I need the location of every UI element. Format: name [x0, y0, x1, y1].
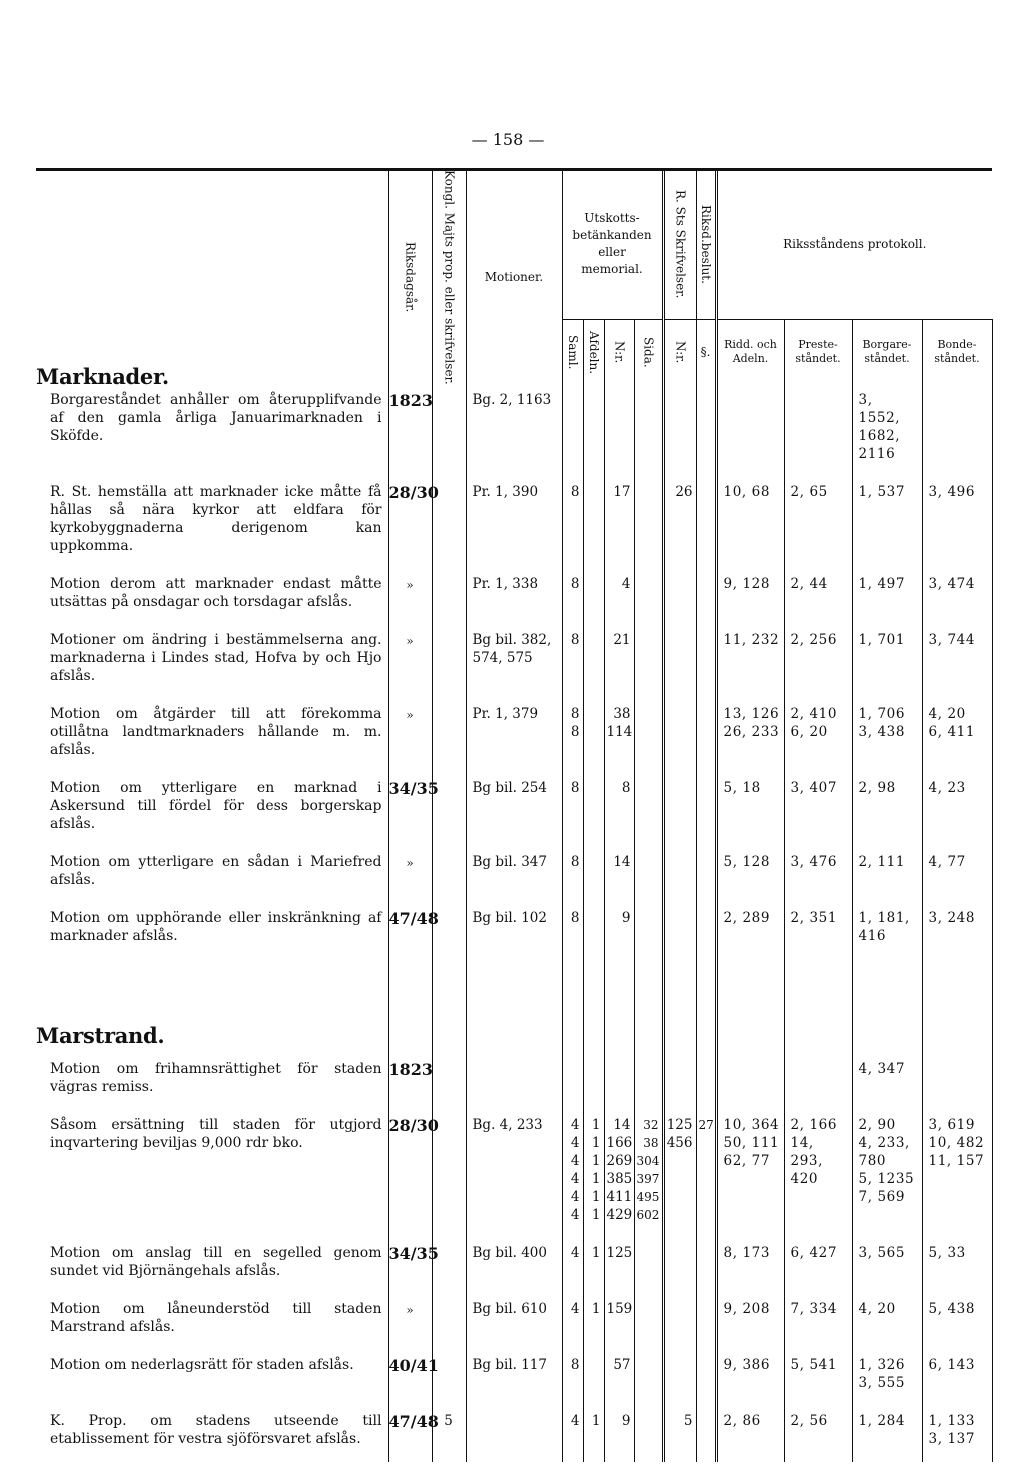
sida-cell: [634, 1350, 663, 1406]
entry-description: Motion om anslag till en segelled genom sundet vid Björnängehals afslås.: [50, 1244, 382, 1279]
blank-cell: [432, 1023, 466, 1054]
beslut-paragraf-cell: [696, 1294, 716, 1350]
header-protokoll-label: Riksståndens protokoll.: [783, 237, 927, 252]
header-bonde-label: Bonde-ståndet.: [934, 338, 980, 366]
nr-cell: 57: [604, 1350, 634, 1406]
borgare-standet-cell: 3, 565: [852, 1238, 922, 1294]
header-utskott: [562, 170, 663, 319]
nr-cell: 14: [604, 847, 634, 903]
rsts-nr-cell: [663, 847, 696, 903]
riksdagsar-cell: 28/30: [388, 477, 432, 569]
motion-cell: Bg bil. 102: [466, 903, 562, 959]
riksdagsar-cell: 1823: [388, 385, 432, 477]
ridd-adeln-cell: 2, 289: [716, 903, 784, 959]
entry-description: Motion derom att marknader endast måtte utsättas på onsdagar och torsdagar afslås.: [50, 575, 382, 610]
bonde-standet-cell: 4, 20 6, 411: [922, 699, 992, 773]
sida-cell: 32 38 304 397 495 602: [634, 1110, 663, 1238]
header-nr2-label: N:r.: [673, 340, 688, 364]
header-riksdagsar: [388, 170, 432, 385]
riksdagsar-cell: 47/48: [388, 1406, 432, 1462]
kongl-prop-cell: [432, 847, 466, 903]
header-motioner: [466, 170, 562, 385]
bonde-standet-cell: 4, 23: [922, 773, 992, 847]
ridd-adeln-cell: 11, 232: [716, 625, 784, 699]
sida-cell: [634, 903, 663, 959]
beslut-paragraf-cell: [696, 385, 716, 477]
preste-standet-cell: 2, 166 14, 293, 420: [784, 1110, 852, 1238]
motion-cell: Bg bil. 254: [466, 773, 562, 847]
bonde-standet-cell: 5, 438: [922, 1294, 992, 1350]
section-title: Marknader.: [36, 363, 169, 389]
header-afdeln: [583, 319, 604, 385]
sida-cell: [634, 1238, 663, 1294]
blank-cell: [716, 1023, 784, 1054]
spacer-cell: [663, 959, 696, 1023]
sida-cell: [634, 625, 663, 699]
header-riksdagsar-label: Riksdagsår.: [403, 242, 418, 313]
preste-standet-cell: 2, 410 6, 20: [784, 699, 852, 773]
preste-standet-cell: 2, 351: [784, 903, 852, 959]
preste-standet-cell: 3, 407: [784, 773, 852, 847]
preste-standet-cell: [784, 1054, 852, 1110]
beslut-paragraf-cell: [696, 1238, 716, 1294]
header-preste: [784, 319, 852, 385]
ridd-adeln-cell: 10, 68: [716, 477, 784, 569]
entry-description: Motion om frihamnsrättighet för staden vägras remiss.: [50, 1060, 382, 1095]
register-table-wrapper: [36, 170, 992, 1462]
borgare-standet-cell: 1, 701: [852, 625, 922, 699]
saml-cell: 4: [562, 1406, 583, 1462]
table-row: [36, 1294, 992, 1350]
blank-cell: [388, 1023, 432, 1054]
header-protokoll: [716, 170, 992, 319]
spacer-cell: [388, 959, 432, 1023]
table-row: [36, 569, 992, 625]
ridd-adeln-cell: [716, 385, 784, 477]
saml-cell: 8: [562, 477, 583, 569]
header-riksd-beslut: [696, 170, 716, 319]
beslut-paragraf-cell: [696, 625, 716, 699]
bonde-standet-cell: [922, 385, 992, 477]
kongl-prop-cell: [432, 699, 466, 773]
preste-standet-cell: 5, 541: [784, 1350, 852, 1406]
borgare-standet-cell: 2, 98: [852, 773, 922, 847]
afdeln-cell: [583, 385, 604, 477]
afdeln-cell: 1: [583, 1238, 604, 1294]
header-borgare-label: Borgare-ståndet.: [862, 338, 912, 366]
blank-cell: [663, 1023, 696, 1054]
nr-cell: 8: [604, 773, 634, 847]
spacer-cell: [784, 959, 852, 1023]
header-rsts: [663, 170, 696, 319]
nr-cell: 125: [604, 1238, 634, 1294]
entry-description: Såsom ersättning till staden för utgjord inqvartering beviljas 9,000 rdr bko.: [50, 1116, 382, 1151]
bonde-standet-cell: 5, 33: [922, 1238, 992, 1294]
kongl-prop-cell: [432, 625, 466, 699]
ridd-adeln-cell: 13, 126 26, 233: [716, 699, 784, 773]
borgare-standet-cell: 1, 497: [852, 569, 922, 625]
preste-standet-cell: 2, 65: [784, 477, 852, 569]
table-row: [36, 699, 992, 773]
preste-standet-cell: 2, 56: [784, 1406, 852, 1462]
header-riksd-beslut-label: Riksd.beslut.: [699, 204, 713, 284]
entry-description: Motion om ytterligare en sådan i Mariefred afslås.: [50, 853, 382, 888]
saml-cell: 8: [562, 569, 583, 625]
section-title-row: [36, 1023, 992, 1054]
ridd-adeln-cell: 8, 173: [716, 1238, 784, 1294]
table-body: [36, 385, 992, 1462]
afdeln-cell: [583, 1350, 604, 1406]
header-nr1-label: N:r.: [612, 340, 627, 364]
riksdagsar-cell: 47/48: [388, 903, 432, 959]
blank-cell: [562, 1023, 583, 1054]
section-title-cell: [36, 1023, 388, 1054]
sida-cell: [634, 1054, 663, 1110]
ridd-adeln-cell: 9, 208: [716, 1294, 784, 1350]
riksdagsar-cell: 40/41: [388, 1350, 432, 1406]
header-afdeln-label: Afdeln.: [587, 330, 601, 374]
riksdagsar-cell: »: [388, 625, 432, 699]
saml-cell: [562, 385, 583, 477]
entry-description: Motion om ytterligare en marknad i Askersund till fördel för dess borgerskap afslås.: [50, 779, 382, 832]
nr-cell: 9: [604, 903, 634, 959]
bonde-standet-cell: 1, 133 3, 137: [922, 1406, 992, 1462]
rsts-nr-cell: 125 456: [663, 1110, 696, 1238]
header-sida-label: Sida.: [641, 336, 656, 368]
beslut-paragraf-cell: [696, 847, 716, 903]
beslut-paragraf-cell: [696, 477, 716, 569]
ridd-adeln-cell: 10, 364 50, 111 62, 77: [716, 1110, 784, 1238]
entry-description: Motion om åtgärder till att förekomma otillåtna landtmarknaders hållande m. m. afslås.: [50, 705, 382, 758]
header-kongl-label: Kongl. Majts prop. eller skrifvelser.: [442, 170, 457, 385]
rsts-nr-cell: 26: [663, 477, 696, 569]
rsts-nr-cell: [663, 1238, 696, 1294]
afdeln-cell: 1: [583, 1294, 604, 1350]
afdeln-cell: [583, 569, 604, 625]
spacer-cell: [36, 959, 388, 1023]
borgare-standet-cell: 1, 284: [852, 1406, 922, 1462]
borgare-standet-cell: 1, 706 3, 438: [852, 699, 922, 773]
motion-cell: Pr. 1, 390: [466, 477, 562, 569]
preste-standet-cell: [784, 385, 852, 477]
spacer-cell: [696, 959, 716, 1023]
nr-cell: [604, 1054, 634, 1110]
preste-standet-cell: 3, 476: [784, 847, 852, 903]
riksdagsar-cell: 28/30: [388, 1110, 432, 1238]
bonde-standet-cell: 3, 248: [922, 903, 992, 959]
rsts-nr-cell: [663, 1350, 696, 1406]
saml-cell: 8: [562, 1350, 583, 1406]
motion-cell: [466, 1406, 562, 1462]
saml-cell: 8: [562, 903, 583, 959]
afdeln-cell: [583, 477, 604, 569]
rsts-nr-cell: [663, 625, 696, 699]
bonde-standet-cell: 3, 744: [922, 625, 992, 699]
rsts-nr-cell: [663, 385, 696, 477]
entry-description: R. St. hemställa att marknader icke måtte få hållas så nära kyrkor att eldfara för kyrkobyggnaderna derigenom kan uppkomma.: [50, 483, 382, 554]
ridd-adeln-cell: [716, 1054, 784, 1110]
motion-cell: Bg bil. 382, 574, 575: [466, 625, 562, 699]
entry-description: Motion om låneunderstöd till staden Marstrand afslås.: [50, 1300, 382, 1335]
nr-cell: 14 166 269 385 411 429: [604, 1110, 634, 1238]
riksdagsar-cell: 1823: [388, 1054, 432, 1110]
register-table: [36, 170, 993, 1462]
header-nr1: [604, 319, 634, 385]
sida-cell: [634, 699, 663, 773]
afdeln-cell: [583, 903, 604, 959]
riksdagsar-cell: 34/35: [388, 1238, 432, 1294]
header-sida: [634, 319, 663, 385]
header-utskott-label: Utskotts-betänkanden eller memorial.: [572, 211, 652, 277]
saml-cell: [562, 1054, 583, 1110]
page-number: — 158 —: [471, 130, 545, 149]
spacer-cell: [716, 959, 784, 1023]
beslut-paragraf-cell: [696, 1350, 716, 1406]
entry-description: K. Prop. om stadens utseende till etablissement för vestra sjöförsvaret afslås.: [50, 1412, 382, 1447]
blank-cell: [466, 1023, 562, 1054]
riksdagsar-cell: 34/35: [388, 773, 432, 847]
rsts-nr-cell: [663, 569, 696, 625]
header-motioner-label: Motioner.: [484, 270, 544, 285]
preste-standet-cell: 2, 44: [784, 569, 852, 625]
sida-cell: [634, 1406, 663, 1462]
preste-standet-cell: 7, 334: [784, 1294, 852, 1350]
header-saml-label: Saml.: [566, 334, 580, 370]
blank-cell: [604, 1023, 634, 1054]
spacer-cell: [562, 959, 583, 1023]
table-row: [36, 903, 992, 959]
motion-cell: Bg. 4, 233: [466, 1110, 562, 1238]
header-kongl: [432, 170, 466, 385]
preste-standet-cell: 2, 256: [784, 625, 852, 699]
spacer-cell: [634, 959, 663, 1023]
kongl-prop-cell: [432, 1054, 466, 1110]
header-ridd-label: Ridd. och Adeln.: [724, 338, 777, 366]
table-row: [36, 477, 992, 569]
borgare-standet-cell: 1, 181, 416: [852, 903, 922, 959]
entry-description: Motion om nederlagsrätt för staden afslås.: [50, 1356, 354, 1373]
motion-cell: Bg bil. 347: [466, 847, 562, 903]
saml-cell: 4 4 4 4 4 4: [562, 1110, 583, 1238]
afdeln-cell: [583, 773, 604, 847]
preste-standet-cell: 6, 427: [784, 1238, 852, 1294]
beslut-paragraf-cell: [696, 699, 716, 773]
nr-cell: 4: [604, 569, 634, 625]
motion-cell: Bg. 2, 1163: [466, 385, 562, 477]
rsts-nr-cell: [663, 773, 696, 847]
blank-cell: [696, 1023, 716, 1054]
borgare-standet-cell: 2, 111: [852, 847, 922, 903]
section-title: Marstrand.: [36, 1022, 165, 1048]
borgare-standet-cell: 1, 326 3, 555: [852, 1350, 922, 1406]
blank-cell: [784, 1023, 852, 1054]
table-row: [36, 1238, 992, 1294]
entry-description: Motion om upphörande eller inskränkning af marknader afslås.: [50, 909, 382, 944]
spacer-cell: [852, 959, 922, 1023]
afdeln-cell: 1: [583, 1406, 604, 1462]
bonde-standet-cell: 3, 619 10, 482 11, 157: [922, 1110, 992, 1238]
kongl-prop-cell: [432, 1294, 466, 1350]
saml-cell: 8: [562, 625, 583, 699]
beslut-paragraf-cell: [696, 903, 716, 959]
afdeln-cell: [583, 1054, 604, 1110]
table-row: [36, 773, 992, 847]
rsts-nr-cell: [663, 699, 696, 773]
spacer-cell: [466, 959, 562, 1023]
beslut-paragraf-cell: [696, 1054, 716, 1110]
borgare-standet-cell: 1, 537: [852, 477, 922, 569]
header-rsts-label: R. Sts Skrifvelser.: [673, 190, 688, 299]
header-preste-label: Preste-ståndet.: [795, 338, 841, 366]
motion-cell: [466, 1054, 562, 1110]
rsts-nr-cell: [663, 903, 696, 959]
motion-cell: Pr. 1, 379: [466, 699, 562, 773]
blank-cell: [922, 1023, 992, 1054]
borgare-standet-cell: 4, 347: [852, 1054, 922, 1110]
kongl-prop-cell: 5: [432, 1406, 466, 1462]
beslut-paragraf-cell: [696, 773, 716, 847]
table-row: [36, 385, 992, 477]
rsts-nr-cell: [663, 1294, 696, 1350]
section-spacer: [36, 959, 992, 1023]
borgare-standet-cell: 2, 90 4, 233, 780 5, 1235 7, 569: [852, 1110, 922, 1238]
ridd-adeln-cell: 9, 386: [716, 1350, 784, 1406]
motion-cell: Bg bil. 400: [466, 1238, 562, 1294]
table-row: [36, 625, 992, 699]
blank-cell: [583, 1023, 604, 1054]
header-saml: [562, 319, 583, 385]
kongl-prop-cell: [432, 569, 466, 625]
ridd-adeln-cell: 2, 86: [716, 1406, 784, 1462]
table-row: [36, 1350, 992, 1406]
nr-cell: 9: [604, 1406, 634, 1462]
kongl-prop-cell: [432, 385, 466, 477]
table-row: [36, 1110, 992, 1238]
sida-cell: [634, 477, 663, 569]
beslut-paragraf-cell: [696, 569, 716, 625]
saml-cell: 8: [562, 773, 583, 847]
bonde-standet-cell: 6, 143: [922, 1350, 992, 1406]
blank-cell: [852, 1023, 922, 1054]
bonde-standet-cell: 3, 474: [922, 569, 992, 625]
header-nr2: [663, 319, 696, 385]
sida-cell: [634, 385, 663, 477]
motion-cell: Bg bil. 117: [466, 1350, 562, 1406]
ridd-adeln-cell: 5, 128: [716, 847, 784, 903]
beslut-paragraf-cell: 27: [696, 1110, 716, 1238]
table-row: [36, 1054, 992, 1110]
ridd-adeln-cell: 9, 128: [716, 569, 784, 625]
motion-cell: Pr. 1, 338: [466, 569, 562, 625]
nr-cell: 21: [604, 625, 634, 699]
rsts-nr-cell: 5: [663, 1406, 696, 1462]
saml-cell: 4: [562, 1294, 583, 1350]
sida-cell: [634, 847, 663, 903]
borgare-standet-cell: 4, 20: [852, 1294, 922, 1350]
rsts-nr-cell: [663, 1054, 696, 1110]
blank-cell: [634, 1023, 663, 1054]
spacer-cell: [922, 959, 992, 1023]
header-paragraf: [696, 319, 716, 385]
entry-description: Motioner om ändring i bestämmelserna ang. marknaderna i Lindes stad, Hofva by och Hjo afslås.: [50, 631, 382, 684]
header-ridd: [716, 319, 784, 385]
afdeln-cell: [583, 699, 604, 773]
riksdagsar-cell: »: [388, 1294, 432, 1350]
saml-cell: 8: [562, 847, 583, 903]
afdeln-cell: 1 1 1 1 1 1: [583, 1110, 604, 1238]
bonde-standet-cell: 4, 77: [922, 847, 992, 903]
table-row: [36, 1406, 992, 1462]
bonde-standet-cell: [922, 1054, 992, 1110]
header-bonde: [922, 319, 992, 385]
afdeln-cell: [583, 625, 604, 699]
riksdagsar-cell: »: [388, 847, 432, 903]
beslut-paragraf-cell: [696, 1406, 716, 1462]
nr-cell: 159: [604, 1294, 634, 1350]
header-borgare: [852, 319, 922, 385]
spacer-cell: [583, 959, 604, 1023]
saml-cell: 4: [562, 1238, 583, 1294]
bonde-standet-cell: 3, 496: [922, 477, 992, 569]
nr-cell: 17: [604, 477, 634, 569]
riksdagsar-cell: »: [388, 569, 432, 625]
nr-cell: [604, 385, 634, 477]
section-title-marknader-cell: [36, 170, 388, 389]
riksdagsar-cell: »: [388, 699, 432, 773]
table-row: [36, 847, 992, 903]
nr-cell: 38 114: [604, 699, 634, 773]
sida-cell: [634, 773, 663, 847]
sida-cell: [634, 1294, 663, 1350]
header-paragraf-label: §.: [700, 345, 711, 360]
entry-description: Borgareståndet anhåller om återupplifvande af den gamla årliga Januarimarknaden i Sköfde.: [50, 391, 382, 444]
saml-cell: 8 8: [562, 699, 583, 773]
spacer-cell: [604, 959, 634, 1023]
sida-cell: [634, 569, 663, 625]
afdeln-cell: [583, 847, 604, 903]
motion-cell: Bg bil. 610: [466, 1294, 562, 1350]
borgare-standet-cell: 3, 1552, 1682, 2116: [852, 385, 922, 477]
ridd-adeln-cell: 5, 18: [716, 773, 784, 847]
spacer-cell: [432, 959, 466, 1023]
